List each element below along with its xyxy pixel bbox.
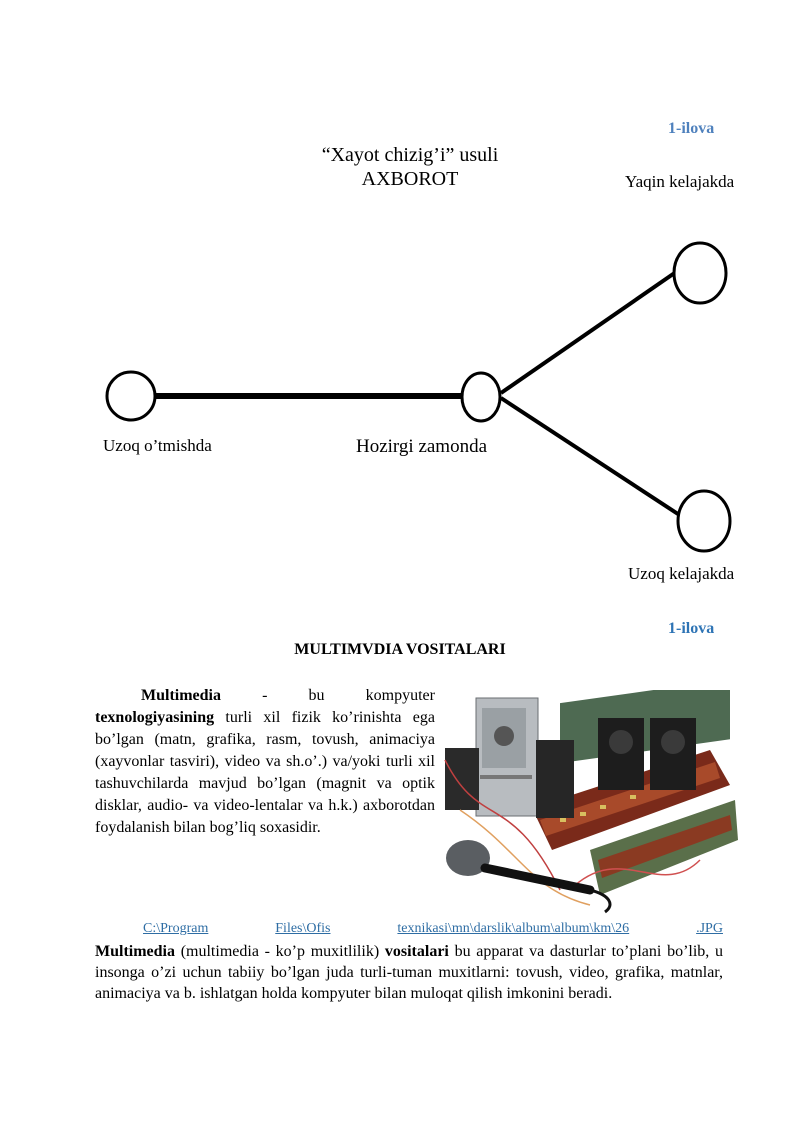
annex-label-top: 1-ilova [668,120,715,137]
multimedia-devices-image [440,690,740,915]
image-path-part-4: .JPG [696,921,723,936]
image-path-link[interactable] [143,921,723,937]
term-tools: vositalari [384,943,449,960]
para2-text-1: (multimedia - ko’p muxitlilik) [175,943,385,960]
para1-body: turli xil fizik ko’rinishta ega bo’lgan (matn, grafika, rasm, tovush, animaciya (xayvonlar tasviri), video va sh.o’.) va/yoki turli xil tashuvchilarda mavjud bo’lgan (magnit va optik disklar, audio- va video-lentalar va h.k.) axborotdan foydalanish bilan bog’liq soxasidir. [95,709,435,836]
image-path-part-3: texnikasi\mn\darslik\album\album\km\26 [397,921,630,936]
present-distant-future-line [501,398,681,516]
distant-future-node [678,491,730,551]
distant-future-label: Uzoq kelajakda [628,564,735,583]
term-technology: texnologiyasining [95,709,215,726]
distant-past-label: Uzoq o’tmishda [103,436,212,455]
present-near-future-line [501,272,676,393]
annex-label-bottom: 1-ilova [668,620,715,637]
para1-dash: - [262,687,268,704]
image-path-part-1: C:\Program [143,921,209,936]
near-future-node [674,243,726,303]
para1-first-line [95,685,435,707]
past-node [107,372,155,420]
near-future-label: Yaqin kelajakda [625,172,735,191]
title-line-2: AXBOROT [361,168,459,190]
multimedia-tools-paragraph [95,941,723,1004]
present-node [462,373,500,421]
microphone-icon [446,840,610,912]
term-multimedia: Multimedia [141,687,221,704]
title-line-1: “Xayot chizig’i” usuli [321,144,499,166]
term-multimedia-2: Multimedia [95,943,175,960]
section-heading: MULTIMVDIA VOSITALARI [294,641,506,658]
present-label: Hozirgi zamonda [356,436,488,457]
para1-word-bu: bu [308,687,325,704]
multimedia-definition-paragraph [95,685,435,839]
image-path-part-2: Files\Ofis [275,921,331,936]
para1-word-kompyuter: kompyuter [365,687,435,704]
para2-text-2: bu apparat va dasturlar to’plani bo’lib, u insonga o’zi uchun tabiiy bo’lgan juda turli-tuman muxitlarni: tovush, video, grafika, matnlar, animaciya va b. ishlatgan holda kompyuter bilan muloqat qilish imkonini beradi. [95,943,724,1002]
speaker-tower-icon [476,698,538,816]
